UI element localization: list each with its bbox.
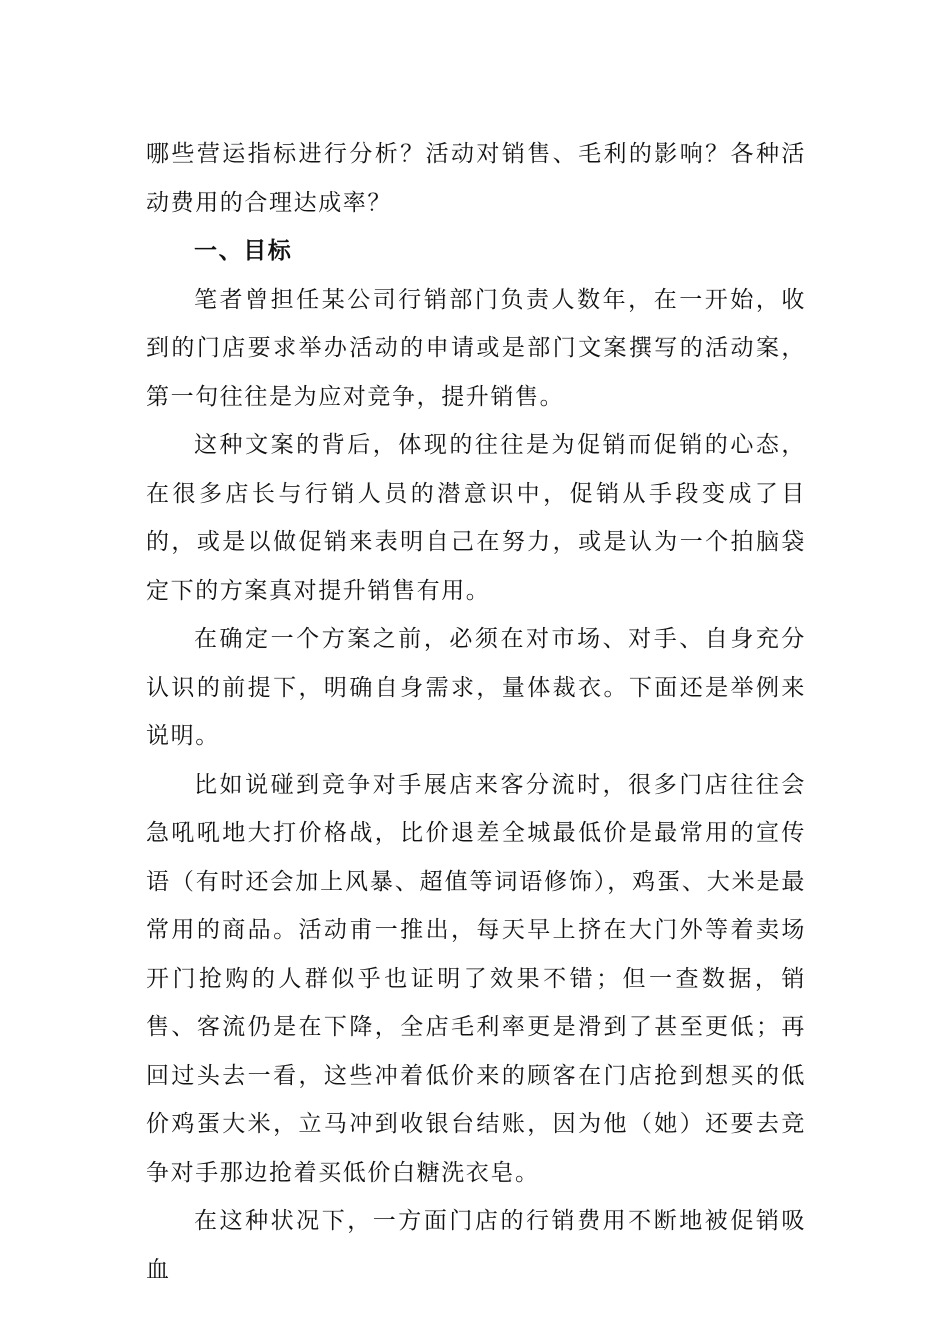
- body-paragraph: 比如说碰到竞争对手展店来客分流时，很多门店往往会急吼吼地大打价格战，比价退差全城最低价是最常用的宣传语（有时还会加上风暴、超值等词语修饰），鸡蛋、大米是最常用的商品。活动甫一推出，每天早上挤在大门外等着卖场开门抢购的人群似乎也证明了效果不错；但一查数据，销售、客流仍是在下降，全店毛利率更是滑到了甚至更低；再回过头去一看，这些冲着低价来的顾客在门店抢到想买的低价鸡蛋大米，立马冲到收银台结账，因为他（她）还要去竞争对手那边抢着买低价白糖洗衣皂。: [146, 771, 806, 1186]
- body-paragraph: 笔者曾担任某公司行销部门负责人数年，在一开始，收到的门店要求举办活动的申请或是部门文案撰写的活动案，第一句往往是为应对竞争，提升销售。: [146, 286, 806, 410]
- document-body: [146, 130, 806, 1294]
- section-heading: 一、目标: [194, 237, 293, 264]
- body-paragraph: 哪些营运指标进行分析？活动对销售、毛利的影响？各种活动费用的合理达成率？: [146, 141, 806, 216]
- body-paragraph: 在这种状况下，一方面门店的行销费用不断地被促销吸血: [146, 1208, 806, 1283]
- body-paragraph: 在确定一个方案之前，必须在对市场、对手、自身充分认识的前提下，明确自身需求，量体裁衣。下面还是举例来说明。: [146, 626, 806, 749]
- body-paragraph: 这种文案的背后，体现的往往是为促销而促销的心态，在很多店长与行销人员的潜意识中，促销从手段变成了目的，或是以做促销来表明自己在努力，或是认为一个拍脑袋定下的方案真对提升销售有用。: [146, 432, 806, 604]
